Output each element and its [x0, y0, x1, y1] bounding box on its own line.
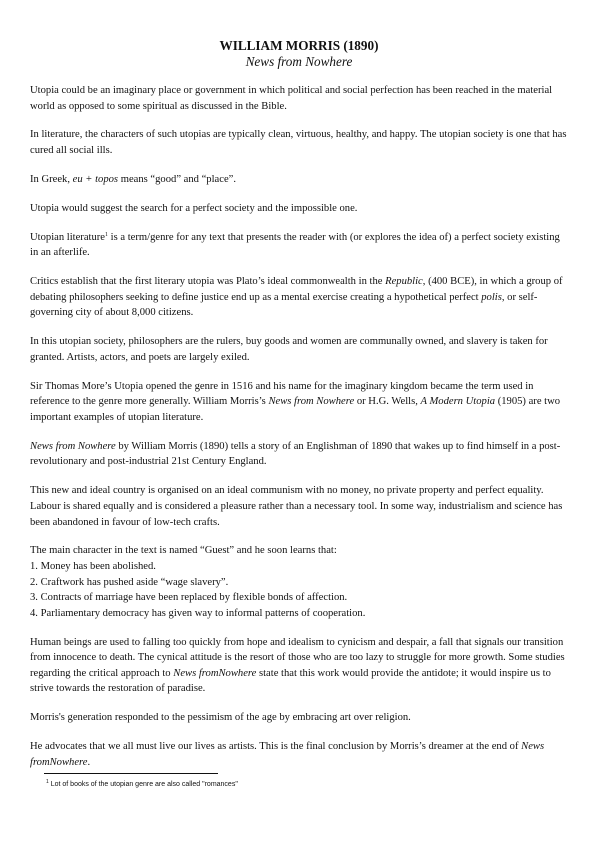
list-item: 4. Parliamentary democracy has given way to informal patterns of cooperation.: [30, 607, 366, 619]
news-from-nowhere-title: News from Nowhere: [268, 396, 355, 408]
modern-utopia-title: A Modern Utopia: [420, 396, 496, 408]
story-text: by William Morris (1890) tells a story of an Englishman of 1890 that wakes up to find himself in a post-revolutionary and post-industrial 21st Century England.: [30, 440, 561, 468]
document-subtitle: News from Nowhere: [245, 54, 353, 69]
greek-term: eu + topos: [72, 173, 119, 185]
more-text-a: Sir Thomas More’s Utopia opened the genre in 1516 and his name for the imaginary kingdom became the term used in reference to the genre more generally. William Morris’s: [30, 380, 534, 408]
utopian-literature-text-a: Utopian literature: [30, 231, 106, 243]
paragraph-live-as-artists: [30, 739, 568, 770]
footnote: [46, 780, 546, 790]
artists-text-a: He advocates that we all must live our lives as artists. This is the final conclusion by Morris’s dreamer at the end of: [30, 741, 522, 753]
title-block: [30, 38, 568, 70]
cynicism-text-a: Human beings are used to falling too quickly from hope and idealism to cynicism and despair, a fall that signals our transition from innocence to death. The cynical attitude is the resort of those who are too lazy to struggle for more growth. Some studies regarding the critical approach to: [30, 636, 565, 679]
list-item: 2. Craftwork has pushed aside “wage slavery”.: [30, 576, 229, 588]
news-from-nowhere-title: News fromNowhere: [173, 667, 257, 679]
paragraph-story-summary: [30, 439, 568, 470]
republic-title: Republic: [385, 276, 423, 288]
footnote-text: Lot of books of the utopian genre are also called "romances": [48, 781, 238, 788]
news-from-nowhere-title: News from Nowhere: [30, 440, 116, 452]
paragraph-utopian-characters: In literature, the characters of such utopias are typically clean, virtuous, healthy, and happy. The utopian society is one that has cured all social ills.: [30, 129, 567, 157]
paragraph-perfect-society: Utopia would suggest the search for a perfect society and the impossible one.: [30, 202, 358, 214]
list-intro: The main character in the text is named “Guest” and he soon learns that:: [30, 545, 337, 557]
paragraph-philosopher-rulers: In this utopian society, philosophers are the rulers, buy goods and women are communally owned, and slavery is taken for granted. Artists, actors, and poets are largely exiled.: [30, 336, 548, 363]
paragraph-plato-republic: [30, 274, 568, 321]
footnote-marker: 1: [46, 779, 49, 785]
paragraph-utopian-literature: [30, 230, 568, 261]
greek-text-a: In Greek,: [30, 173, 73, 185]
utopian-literature-text-b: is a term/genre for any text that presents the reader with (or explores the idea of) a perfect society existing in an afterlife.: [30, 231, 560, 259]
more-text-c: (1905) are two important examples of utopian literature.: [30, 396, 561, 423]
plato-text-b: , (400 BCE), in which a group of debating philosophers seeking to define justice end up as a mental exercise creating a hypothetical perfect: [30, 276, 563, 303]
guest-learnings: [30, 543, 568, 621]
document-title: WILLIAM MORRIS (1890): [219, 38, 379, 53]
polis-term: polis: [481, 291, 502, 303]
list-item: 1. Money has been abolished.: [30, 561, 156, 573]
paragraph-cynicism: [30, 635, 568, 697]
document-page: [30, 38, 568, 784]
more-text-b: or H.G. Wells,: [354, 396, 421, 408]
list-item: 3. Contracts of marriage have been replaced by flexible bonds of affection.: [30, 592, 348, 604]
paragraph-morris-generation: Morris's generation responded to the pessimism of the age by embracing art over religion.: [30, 712, 411, 724]
footnote-divider: [44, 773, 218, 774]
paragraph-ideal-country: This new and ideal country is organised on an ideal communism with no money, no private property and perfect equality. Labour is shared equally and is considered a pleasure rather than a necessary tool. In some way, industrialism and science has been abandoned in favour of low-tech crafts.: [30, 485, 563, 528]
footnote-reference: 1: [105, 231, 109, 238]
greek-text-b: means “good” and “place”.: [118, 173, 237, 185]
paragraph-utopia-definition: Utopia could be an imaginary place or government in which political and social perfection has been reached in the material world as opposed to some spiritual as discussed in the Bible.: [30, 85, 553, 112]
news-from-nowhere-title: News fromNowhere: [30, 741, 545, 768]
plato-text-a: Critics establish that the first literary utopia was Plato’s ideal commonwealth in the: [30, 276, 386, 288]
paragraph-thomas-more: [30, 379, 568, 426]
paragraph-greek-etymology: [30, 172, 568, 188]
artists-text-b: .: [87, 756, 91, 768]
plato-text-c: , or self-governing city of about 8,000 citizens.: [30, 291, 538, 319]
cynicism-text-b: state that this work would provide the antidote; it would inspire us to strive towards the restoration of paradise.: [30, 667, 551, 695]
